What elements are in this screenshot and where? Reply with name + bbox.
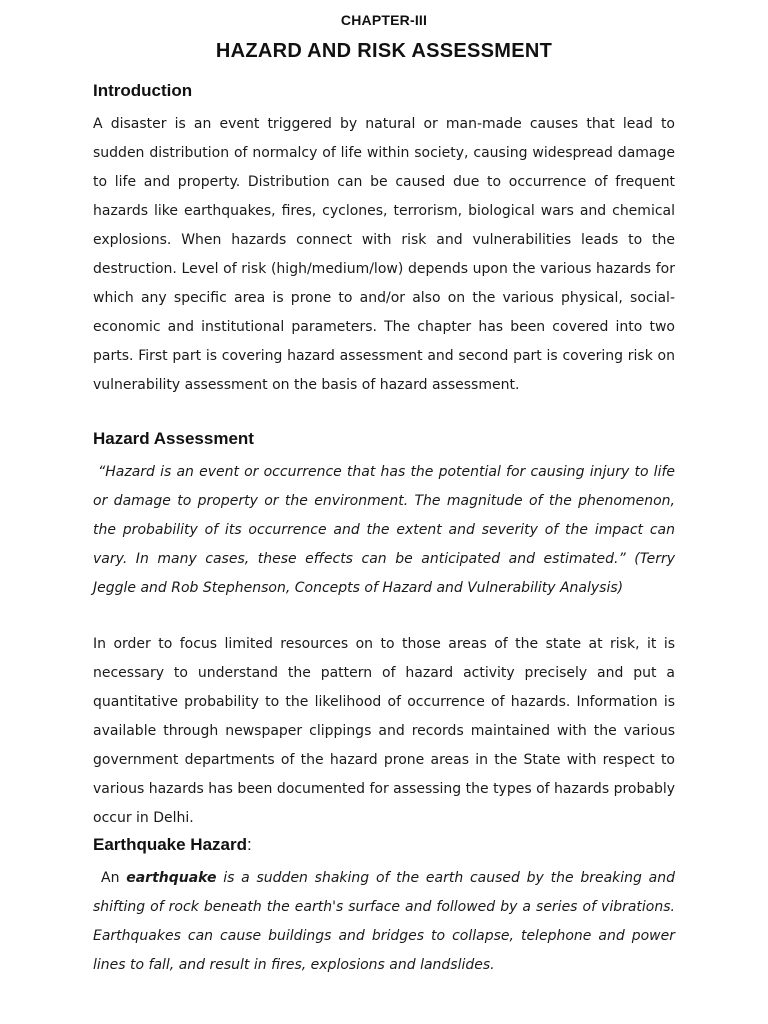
hazard-assessment-paragraph: In order to focus limited resources on to those areas of the state at risk, it is necessary to understand the pattern of hazard activity precisely and put a quantitative probability to the likelihood of occurrence of hazards. Information is available through newspaper clippings and records maintained with the various government departments of the hazard prone areas in the State with respect to various hazards has been documented for assessing the types of hazards probably occur in Delhi. (93, 636, 675, 826)
hazard-assessment-heading: Hazard Assessment (93, 429, 254, 448)
hazard-quote-paragraph (93, 458, 675, 603)
earthquake-hazard-heading-text: Earthquake Hazard (93, 835, 247, 854)
chapter-label: CHAPTER-III (340, 12, 428, 28)
introduction-paragraph: A disaster is an event triggered by natural or man-made causes that lead to sudden distribution of normalcy of life within society, causing widespread damage to life and property. Distribution can be caused due to occurrence of frequent hazards like earthquakes, fires, cyclones, terrorism, biological wars and chemical explosions. When hazards connect with risk and vulnerabilities leads to the destruction. Level of risk (high/medium/low) depends upon the various hazards for which any specific area is prone to and/or also on the various physical, social-economic and institutional parameters. The chapter has been covered into two parts. First part is covering hazard assessment and second part is covering risk on vulnerability assessment on the basis of hazard assessment. (93, 116, 675, 393)
introduction-heading: Introduction (93, 81, 193, 100)
earthquake-hazard-heading (93, 835, 252, 855)
earthquake-definition: is a sudden shaking of the earth caused by the breaking and shifting of rock beneath the earth's surface and followed by a series of vibrations. Earthquakes can cause buildings and bridges to collapse, telephone and power lines to fall, and result in fires, explosions and landslides. (93, 870, 676, 973)
hazard-quote-citation: (Terry Jeggle and Rob Stephenson, Concepts of Hazard and Vulnerability Analysis) (93, 551, 675, 596)
earthquake-paragraph (93, 864, 675, 980)
earthquake-intro-word: An (101, 870, 120, 886)
earthquake-hazard-heading-colon: : (247, 835, 252, 854)
page-title: HAZARD AND RISK ASSESSMENT (215, 40, 553, 62)
hazard-quote: “Hazard is an event or occurrence that has the potential for causing injury to life or damage to property or the environment. The magnitude of the phenomenon, the probability of its occurrence and the extent and severity of the impact can vary. In many cases, these effects can be anticipated and estimated.” (93, 464, 675, 567)
earthquake-term: earthquake (126, 870, 217, 886)
